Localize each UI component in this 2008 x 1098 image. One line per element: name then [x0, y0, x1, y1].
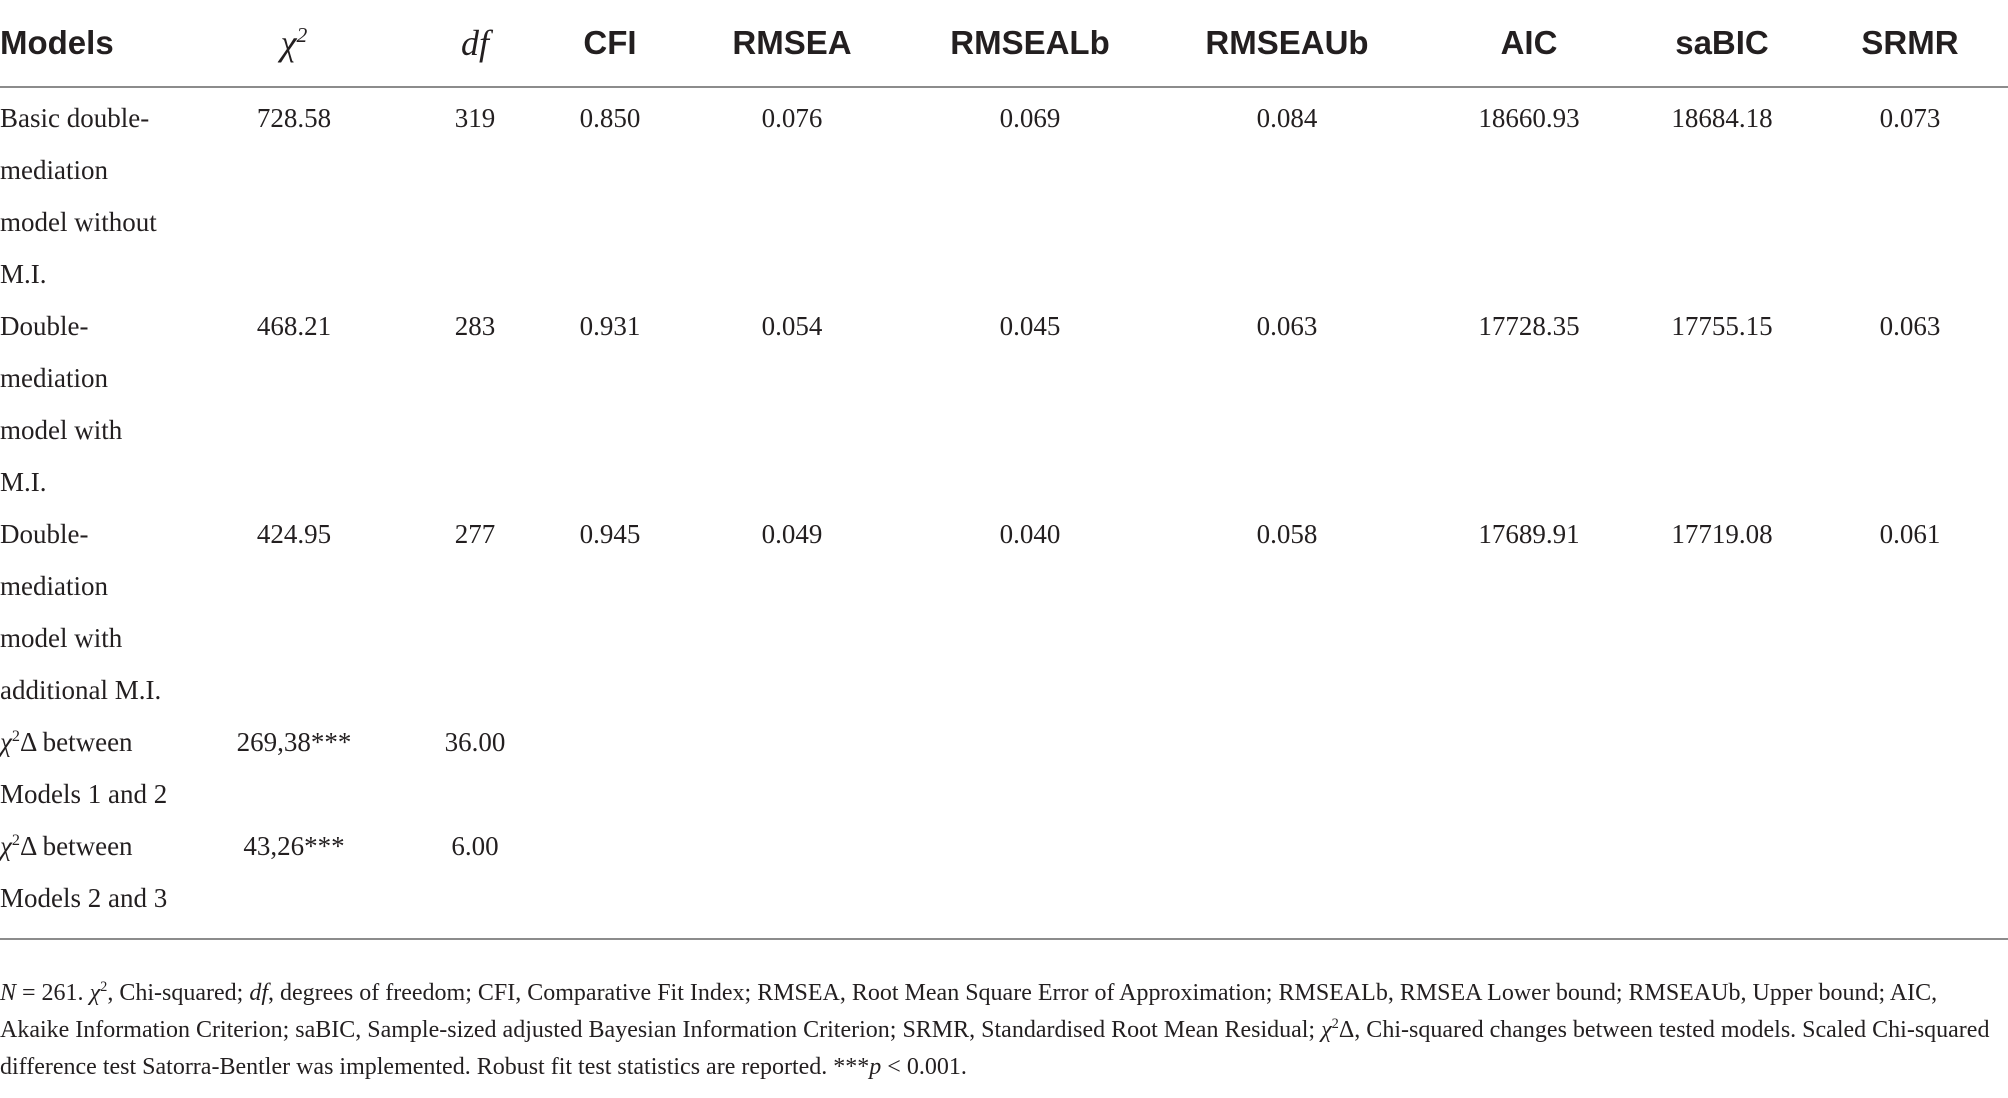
cell-empty: [672, 716, 912, 820]
cell-chi2: 43,26***: [186, 820, 402, 939]
cell-chi2: 269,38***: [236, 727, 352, 757]
col-header-sabic: saBIC: [1632, 0, 1812, 87]
table-row: [0, 820, 2008, 939]
table-row: [0, 87, 2008, 300]
cell-empty: [1426, 820, 1632, 939]
cell-rmsea: 0.049: [761, 519, 823, 549]
col-header-df: df: [402, 0, 548, 87]
cell-df: 319: [454, 103, 496, 133]
table-footnote: N = 261. $\chi^2$, Chi-squared; df, degrees of freedom; CFI, Comparative Fit Index; RMSEA, Root Mean Square Error of Approximation; RMSEALb, RMSEA Lower bound; RMSEAUb, Upper bound; AIC, Akaike Information Criterion; saBIC, Sample-sized adjusted Bayesian Information Criterion; SRMR, Standardised Root Mean Residual; $\chi^2\Delta$, Chi-squared changes between tested models. Scaled Chi-squared difference test Satorra-Bentler was implemented. Robust fit test statistics are reported. ***p < 0.001.: [0, 979, 1990, 1080]
cell-rmseaub: 0.084: [1256, 103, 1318, 133]
cell-empty: [912, 716, 1148, 820]
cell-srmr: 0.063: [1879, 311, 1941, 341]
col-header-aic: AIC: [1426, 0, 1632, 87]
cell-srmr: 0.061: [1879, 519, 1941, 549]
cell-empty: [672, 820, 912, 939]
cell-aic: 17689.91: [1478, 519, 1580, 549]
cell-rmseaub: 0.063: [1256, 311, 1318, 341]
cell-rmseaub: 0.058: [1256, 519, 1318, 549]
cell-sabic: 17755.15: [1671, 311, 1773, 341]
cell-rmsea: 0.054: [761, 311, 823, 341]
row-label-chi2-delta-1-2: $\chi^2\Delta$ between Models 1 and 2: [0, 727, 168, 809]
cell-chi2: 424.95: [256, 519, 332, 549]
cell-srmr: 0.073: [1879, 103, 1941, 133]
cell-empty: [1632, 820, 1812, 939]
cell-empty: [1148, 820, 1426, 939]
table-body: [0, 87, 2008, 939]
col-header-srmr: SRMR: [1812, 0, 2008, 87]
col-header-models: Models: [0, 0, 186, 87]
cell-df: 36.00: [444, 727, 506, 757]
table-row: [0, 508, 2008, 716]
cell-df: 277: [454, 519, 496, 549]
cell-rmsea: 0.076: [761, 103, 823, 133]
cell-rmsealb: 0.045: [999, 311, 1061, 341]
row-label-chi2-delta-2-3: $\chi^2\Delta$ between Models 2 and 3: [0, 820, 186, 939]
cell-df: 283: [454, 311, 496, 341]
table-row: [0, 300, 2008, 508]
cell-empty: [1426, 716, 1632, 820]
cell-empty: [912, 820, 1148, 939]
table-row: [0, 716, 2008, 820]
cell-empty: [1148, 716, 1426, 820]
cell-empty: [548, 820, 672, 939]
table-header: [0, 0, 2008, 87]
cell-chi2: 468.21: [256, 311, 332, 341]
cell-df: 6.00: [402, 820, 548, 939]
header-row: [0, 0, 2008, 87]
col-header-cfi: CFI: [548, 0, 672, 87]
row-label-model-3: Double- mediation model with additional M.I.: [0, 519, 162, 705]
cell-cfi: 0.931: [579, 311, 641, 341]
col-header-rmseaub: RMSEAUb: [1148, 0, 1426, 87]
col-header-chi-squared: $\chi^2$: [186, 0, 402, 87]
row-label-model-2: Double- mediation model with M.I.: [0, 311, 123, 497]
cell-empty: [1812, 716, 2008, 820]
cell-empty: [1632, 716, 1812, 820]
cell-aic: 17728.35: [1478, 311, 1580, 341]
cell-chi2: 728.58: [256, 103, 332, 133]
col-header-rmsea: RMSEA: [672, 0, 912, 87]
cell-sabic: 17719.08: [1671, 519, 1773, 549]
cell-rmsealb: 0.069: [999, 103, 1061, 133]
cell-sabic: 18684.18: [1671, 103, 1773, 133]
col-header-rmsealb: RMSEALb: [912, 0, 1148, 87]
cell-aic: 18660.93: [1478, 103, 1580, 133]
cell-empty: [1812, 820, 2008, 939]
cell-rmsealb: 0.040: [999, 519, 1061, 549]
cell-cfi: 0.850: [579, 103, 641, 133]
cell-empty: [548, 716, 672, 820]
row-label-model-1: Basic double- mediation model without M.I.: [0, 103, 157, 289]
cell-cfi: 0.945: [579, 519, 641, 549]
